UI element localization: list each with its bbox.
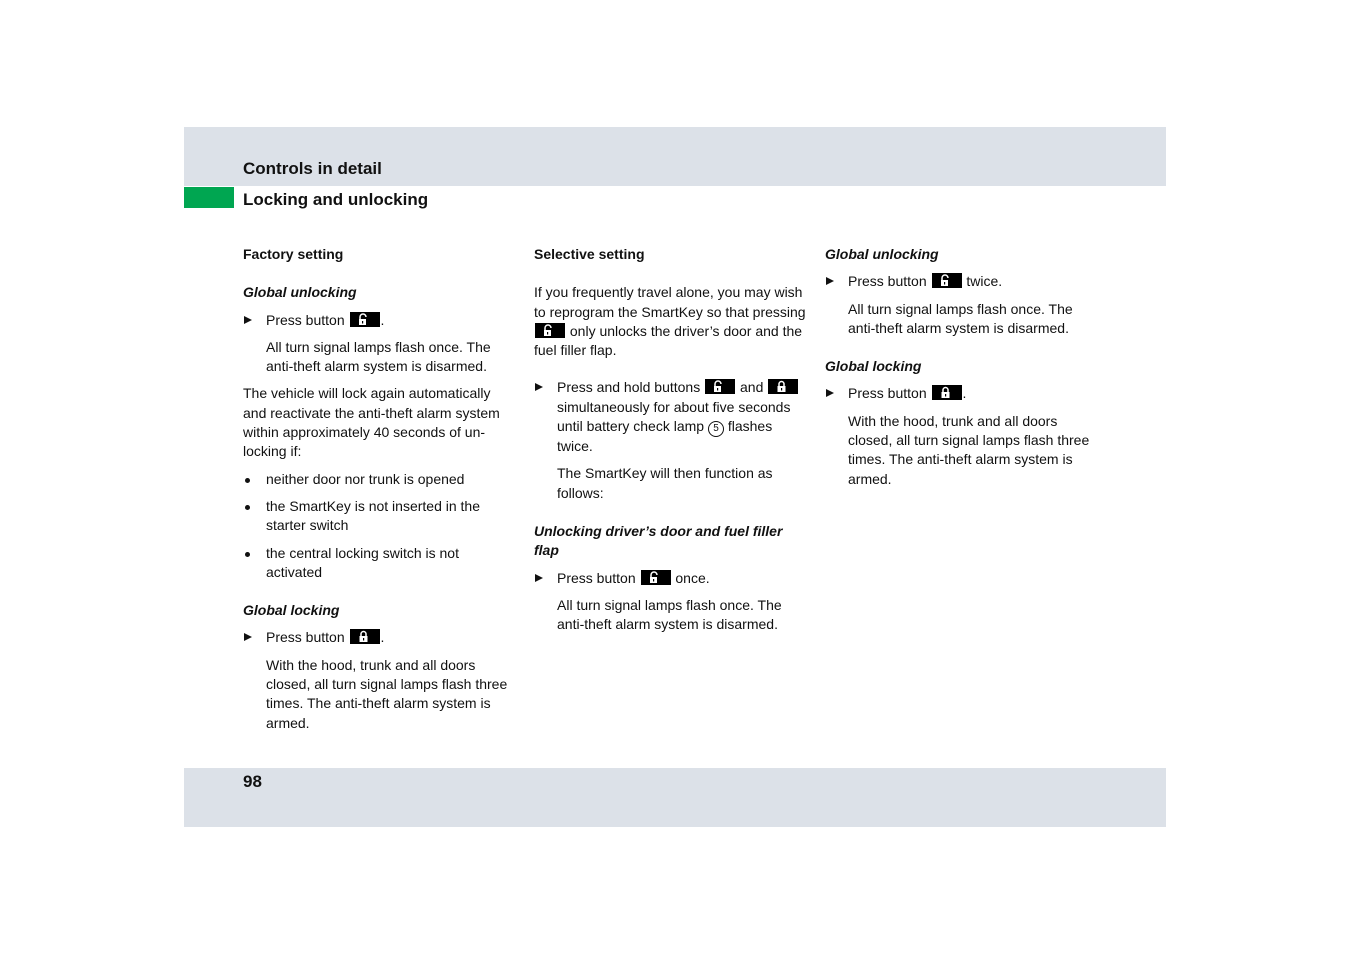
function-note: The SmartKey will then function as follows: — [557, 465, 773, 501]
unlock-key-icon — [641, 570, 671, 585]
list-item: neither door nor trunk is opened — [243, 470, 515, 489]
global-unlocking-result: All turn signal lamps flash once. The anti-theft alarm system is disarmed. — [266, 338, 491, 375]
global-unlocking-step: Press button . — [243, 311, 515, 330]
list-item: the SmartKey is not inserted in the starter switch — [243, 497, 515, 536]
unlock-driver-step: Press button once. — [534, 569, 806, 588]
unlock-key-icon — [705, 379, 735, 394]
subsection-title: Locking and unlocking — [243, 190, 429, 209]
lock-key-icon — [768, 379, 798, 394]
footer-band — [184, 768, 1166, 827]
lock-key-icon — [932, 385, 962, 400]
global-locking-step: Press button . — [825, 384, 1097, 403]
section-marker — [184, 187, 234, 208]
column-selective-global — [825, 245, 1097, 497]
selective-intro: If you frequently travel alone, you may wish to reprogram the SmartKey so that pressing only unlocks the driver’s door and the fuel filler flap. — [534, 284, 806, 359]
lamp-number-badge: 5 — [708, 421, 724, 437]
global-locking-result: With the hood, trunk and all doors closed, all turn signal lamps flash three times. The anti-theft alarm system is armed. — [848, 412, 1090, 487]
auto-relock-text: The vehicle will lock again automatically and reactivate the anti-theft alarm system within approximately 40 seconds of un-locking if: — [243, 385, 500, 460]
global-unlocking-heading: Global unlocking — [243, 284, 357, 301]
unlock-key-icon — [535, 323, 565, 338]
global-unlocking-result: All turn signal lamps flash once. The anti-theft alarm system is disarmed. — [848, 300, 1073, 336]
press-hold-step: Press and hold buttons and simultaneously for about five seconds until battery check lamp 5 flashes twice. — [534, 378, 806, 456]
unlock-key-icon — [932, 273, 962, 288]
global-locking-step: Press button . — [243, 628, 515, 647]
unlock-driver-result: All turn signal lamps flash once. The anti-theft alarm system is disarmed. — [557, 596, 782, 633]
selective-setting-heading: Selective setting — [534, 246, 645, 262]
unlock-driver-heading: Unlocking driver’s door and fuel filler flap — [534, 522, 783, 559]
page-number: 98 — [243, 772, 262, 791]
column-selective-setting — [534, 245, 806, 642]
factory-setting-heading: Factory setting — [243, 246, 344, 262]
global-locking-heading: Global locking — [243, 602, 340, 619]
section-title: Controls in detail — [243, 159, 382, 178]
global-locking-heading: Global locking — [825, 358, 922, 375]
lock-key-icon — [350, 629, 380, 644]
global-locking-result: With the hood, trunk and all doors closed, all turn signal lamps flash three times. The anti-theft alarm system is armed. — [266, 656, 508, 731]
column-factory-setting — [243, 245, 515, 741]
list-item: the central locking switch is not activated — [243, 544, 515, 583]
unlock-key-icon — [350, 312, 380, 327]
global-unlocking-step: Press button twice. — [825, 272, 1097, 291]
global-unlocking-heading: Global unlocking — [825, 246, 939, 262]
